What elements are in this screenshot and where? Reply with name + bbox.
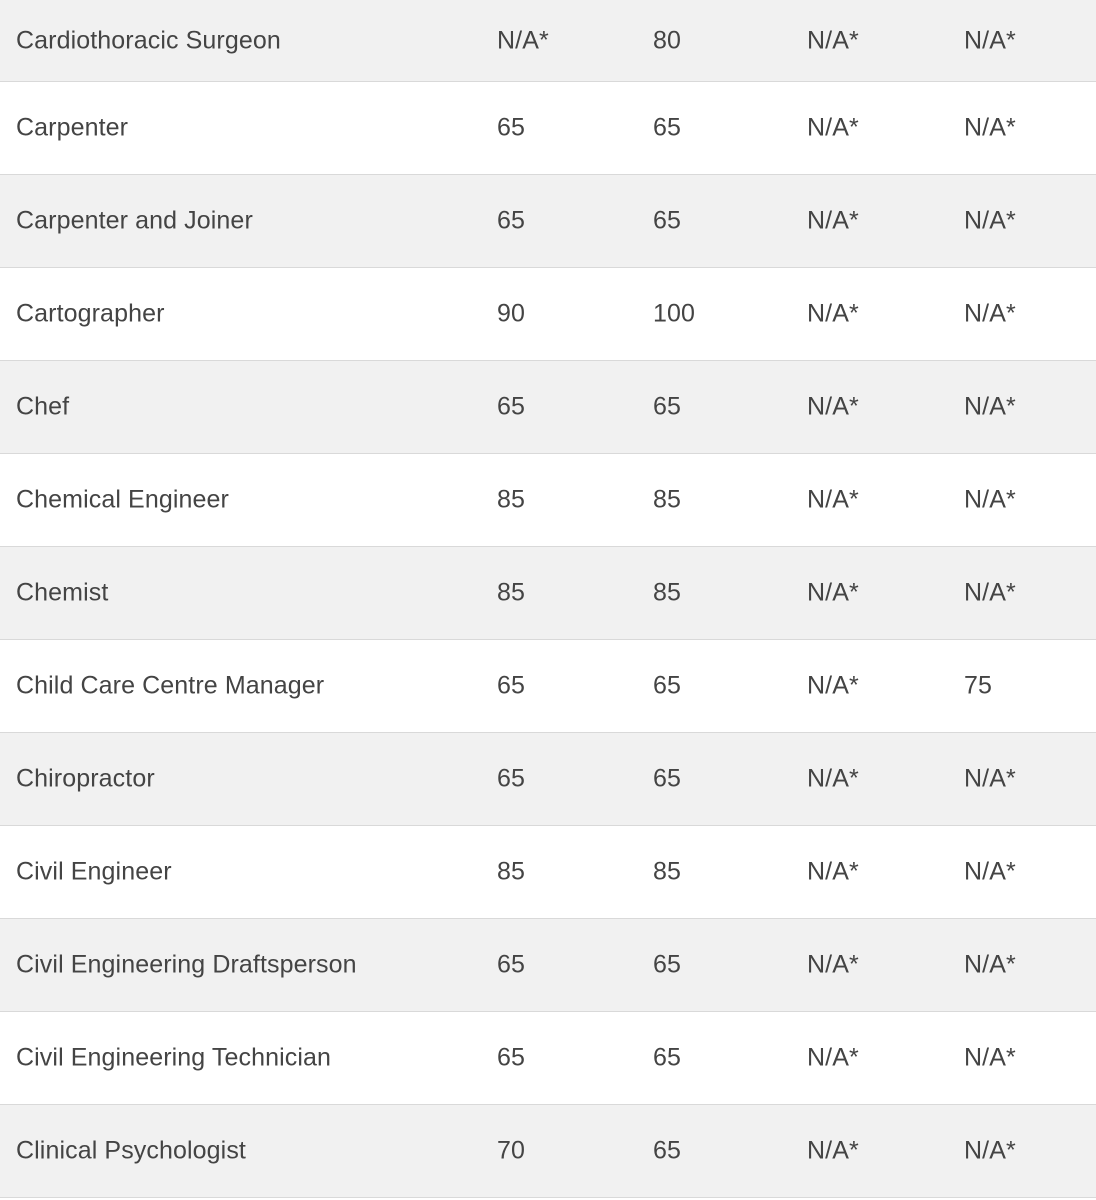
table-row (0, 454, 1096, 547)
score-cell: 85 (497, 578, 526, 607)
table-row (0, 82, 1096, 175)
table-row (0, 733, 1096, 826)
score-cell: 65 (653, 764, 682, 793)
score-cell: N/A* (964, 113, 1016, 142)
score-cell: N/A* (807, 671, 859, 700)
occupation-name: Clinical Psychologist (16, 1136, 246, 1165)
score-cell: 100 (653, 299, 696, 328)
score-cell: 85 (653, 857, 682, 886)
score-cell: 65 (497, 671, 526, 700)
occupation-name: Cardiothoracic Surgeon (16, 26, 281, 54)
score-cell: N/A* (964, 1043, 1016, 1072)
score-cell: N/A* (807, 764, 859, 793)
score-cell: N/A* (807, 26, 859, 54)
table-row (0, 919, 1096, 1012)
score-cell: 85 (497, 485, 526, 514)
score-cell: N/A* (807, 950, 859, 979)
table-row (0, 547, 1096, 640)
score-cell: 75 (964, 671, 993, 700)
table-row (0, 1012, 1096, 1105)
score-cell: N/A* (964, 764, 1016, 793)
score-cell: N/A* (964, 1136, 1016, 1165)
score-cell: 65 (497, 113, 526, 142)
score-cell: N/A* (964, 857, 1016, 886)
score-cell: 80 (653, 26, 682, 54)
occupation-name: Chef (16, 392, 70, 421)
score-cell: N/A* (964, 206, 1016, 235)
table-row (0, 1105, 1096, 1198)
score-cell: N/A* (964, 299, 1016, 328)
score-cell: 65 (653, 392, 682, 421)
occupation-name: Civil Engineer (16, 857, 172, 886)
score-cell: 65 (497, 392, 526, 421)
score-cell: N/A* (807, 1136, 859, 1165)
score-cell: N/A* (807, 206, 859, 235)
score-cell: 65 (653, 206, 682, 235)
occupation-name: Civil Engineering Technician (16, 1043, 332, 1072)
score-cell: 90 (497, 299, 526, 328)
score-cell: 85 (653, 578, 682, 607)
score-cell: 65 (497, 764, 526, 793)
score-cell: N/A* (807, 113, 859, 142)
score-cell: N/A* (807, 578, 859, 607)
table-row (0, 268, 1096, 361)
occupation-name: Civil Engineering Draftsperson (16, 950, 357, 979)
score-cell: N/A* (807, 1043, 859, 1072)
table-row (0, 361, 1096, 454)
score-cell: 65 (497, 206, 526, 235)
table-row (0, 826, 1096, 919)
table-row (0, 175, 1096, 268)
score-cell: 65 (653, 113, 682, 142)
score-cell: N/A* (807, 392, 859, 421)
score-cell: N/A* (807, 299, 859, 328)
score-cell: N/A* (964, 26, 1016, 54)
occupation-name: Cartographer (16, 299, 165, 328)
score-cell: 65 (497, 1043, 526, 1072)
occupation-name: Chemist (16, 578, 109, 607)
occupation-name: Carpenter and Joiner (16, 206, 253, 235)
occupation-name: Chemical Engineer (16, 485, 229, 514)
score-cell: N/A* (964, 578, 1016, 607)
score-cell: 65 (653, 671, 682, 700)
score-cell: N/A* (964, 392, 1016, 421)
score-cell: N/A* (807, 857, 859, 886)
score-cell: N/A* (964, 485, 1016, 514)
score-cell: 85 (497, 857, 526, 886)
occupation-name: Chiropractor (16, 764, 155, 793)
table-row (0, 0, 1096, 82)
score-cell: N/A* (497, 26, 549, 54)
score-cell: 65 (653, 950, 682, 979)
score-cell: N/A* (964, 950, 1016, 979)
score-cell: 85 (653, 485, 682, 514)
score-cell: 70 (497, 1136, 526, 1165)
score-cell: N/A* (807, 485, 859, 514)
score-cell: 65 (497, 950, 526, 979)
occupation-name: Child Care Centre Manager (16, 671, 325, 700)
table-row (0, 640, 1096, 733)
occupation-name: Carpenter (16, 113, 129, 142)
score-cell: 65 (653, 1043, 682, 1072)
score-cell: 65 (653, 1136, 682, 1165)
